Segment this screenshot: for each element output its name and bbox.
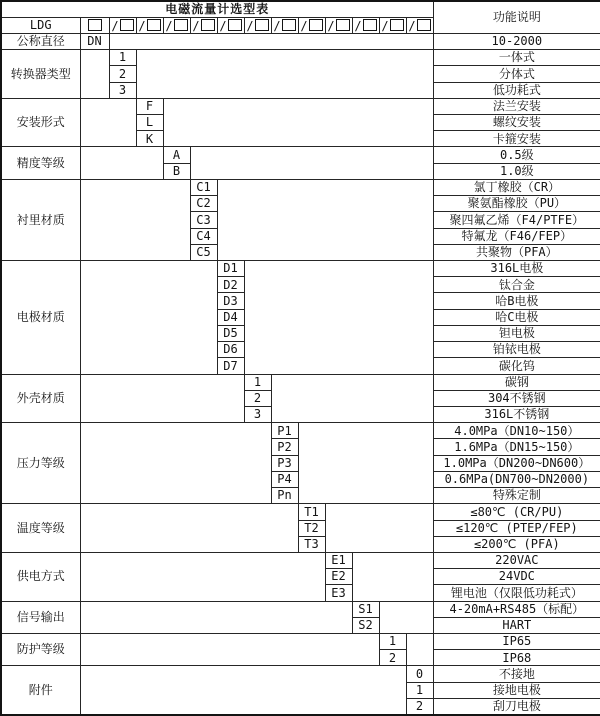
code-cell: D2 [217, 277, 244, 293]
description-cell: 4.0MPa（DN10~150） [433, 423, 600, 439]
slash-separator: / [408, 18, 416, 33]
description-cell: ≤80℃ (CR/PU) [433, 504, 600, 520]
code-cell: C4 [190, 228, 217, 244]
description-cell: 特殊定制 [433, 488, 600, 504]
code-slot [190, 17, 217, 33]
description-cell: 316L电极 [433, 261, 600, 277]
code-slot [298, 17, 325, 33]
code-cell: 1 [379, 634, 406, 650]
code-cell: F [136, 98, 163, 114]
function-header: 功能说明 [433, 1, 600, 33]
code-cell: 1 [244, 374, 271, 390]
code-cell: E1 [325, 552, 352, 568]
spacer-left [80, 423, 271, 504]
checkbox-slot-icon [228, 19, 242, 31]
description-cell: 聚四氟乙烯（F4/PTFE） [433, 212, 600, 228]
code-cell: P1 [271, 423, 298, 439]
checkbox-slot-icon [309, 19, 323, 31]
description-cell: 钽电极 [433, 325, 600, 341]
spacer-left [80, 374, 244, 423]
slash-separator: / [246, 18, 254, 33]
category-label: 压力等级 [1, 423, 80, 504]
description-cell: 刮刀电极 [433, 698, 600, 715]
description-cell: ≤120℃ (PTEP/FEP) [433, 520, 600, 536]
category-label: 转换器类型 [1, 50, 80, 99]
spacer-right [352, 552, 433, 601]
code-cell: D6 [217, 342, 244, 358]
code-cell: 2 [109, 66, 136, 82]
spacer-left [80, 552, 325, 601]
description-cell: 0.5级 [433, 147, 600, 163]
spacer-left [80, 504, 298, 553]
description-cell: 1.6MPa（DN15~150） [433, 439, 600, 455]
description-cell: 220VAC [433, 552, 600, 568]
code-cell: 1 [406, 682, 433, 698]
code-cell: 2 [406, 698, 433, 715]
code-cell: C1 [190, 179, 217, 195]
code-cell: S2 [352, 617, 379, 633]
checkbox-slot-icon [120, 19, 134, 31]
slash-separator: / [354, 18, 362, 33]
code-cell: E3 [325, 585, 352, 601]
code-cell: 1 [109, 50, 136, 66]
spacer-right [379, 601, 433, 633]
description-cell: 1.0MPa（DN200~DN600） [433, 455, 600, 471]
description-cell: 0.6MPa(DN700~DN2000) [433, 471, 600, 487]
code-cell: D5 [217, 325, 244, 341]
slash-separator: / [192, 18, 200, 33]
spacer-right [217, 179, 433, 260]
code-cell: P2 [271, 439, 298, 455]
spacer-left [80, 50, 109, 99]
code-cell: 0 [406, 666, 433, 682]
description-cell: 4-20mA+RS485（标配） [433, 601, 600, 617]
spacer-right [136, 50, 433, 99]
description-cell: 氯丁橡胶（CR） [433, 179, 600, 195]
code-cell: C5 [190, 244, 217, 260]
slash-separator: / [165, 18, 173, 33]
description-cell: 316L不锈钢 [433, 406, 600, 422]
code-cell: C2 [190, 196, 217, 212]
code-slot [352, 17, 379, 33]
slash-separator: / [219, 18, 227, 33]
spacer-left [80, 98, 136, 147]
code-cell: T2 [298, 520, 325, 536]
description-cell: 一体式 [433, 50, 600, 66]
description-cell: IP65 [433, 634, 600, 650]
description-cell: 不接地 [433, 666, 600, 682]
category-label: 电极材质 [1, 261, 80, 375]
spacer-right [190, 147, 433, 179]
description-cell: ≤200℃ (PFA) [433, 536, 600, 552]
code-cell: DN [80, 33, 109, 49]
description-cell: 接地电极 [433, 682, 600, 698]
checkbox-slot-icon [201, 19, 215, 31]
code-cell: E2 [325, 569, 352, 585]
code-cell: K [136, 131, 163, 147]
slash-separator: / [327, 18, 335, 33]
code-cell: 2 [379, 650, 406, 666]
code-slot [406, 17, 433, 33]
category-label: 精度等级 [1, 147, 80, 179]
category-label: 安装形式 [1, 98, 80, 147]
spacer-right [109, 33, 433, 49]
description-cell: 钛合金 [433, 277, 600, 293]
code-cell: 3 [109, 82, 136, 98]
slash-separator: / [300, 18, 308, 33]
spacer-right [271, 374, 433, 423]
category-label: 防护等级 [1, 634, 80, 666]
code-slot [217, 17, 244, 33]
spacer-left [80, 601, 352, 633]
description-cell: IP68 [433, 650, 600, 666]
category-label: 衬里材质 [1, 179, 80, 260]
description-cell: 特氟龙（F46/FEP） [433, 228, 600, 244]
spacer-left [80, 179, 190, 260]
code-cell: D1 [217, 261, 244, 277]
slash-separator: / [111, 18, 119, 33]
description-cell: 哈B电极 [433, 293, 600, 309]
description-cell: 聚氨酯橡胶（PU） [433, 196, 600, 212]
spacer-left [80, 634, 379, 666]
checkbox-slot-icon [174, 19, 188, 31]
spacer-left [80, 666, 406, 715]
checkbox-slot-icon [363, 19, 377, 31]
code-cell: D7 [217, 358, 244, 374]
category-label: 供电方式 [1, 552, 80, 601]
code-slot [271, 17, 298, 33]
spacer-right [163, 98, 433, 147]
code-cell: D4 [217, 309, 244, 325]
checkbox-slot-icon [417, 19, 431, 31]
description-cell: 10-2000 [433, 33, 600, 49]
code-cell: Pn [271, 488, 298, 504]
code-cell: 3 [244, 406, 271, 422]
code-slot [325, 17, 352, 33]
spacer-right [406, 634, 433, 666]
spacer-right [298, 423, 433, 504]
description-cell: 共聚物（PFA） [433, 244, 600, 260]
category-label: 外壳材质 [1, 374, 80, 423]
code-cell: L [136, 115, 163, 131]
code-cell: A [163, 147, 190, 163]
code-cell: 2 [244, 390, 271, 406]
code-cell: P3 [271, 455, 298, 471]
code-cell: C3 [190, 212, 217, 228]
code-cell: D3 [217, 293, 244, 309]
code-slot [379, 17, 406, 33]
description-cell: 碳化钨 [433, 358, 600, 374]
code-cell: S1 [352, 601, 379, 617]
description-cell: 分体式 [433, 66, 600, 82]
table-title: 电磁流量计选型表 [1, 1, 433, 17]
code-slot [80, 17, 109, 33]
code-slot [163, 17, 190, 33]
category-label: 公称直径 [1, 33, 80, 49]
description-cell: 螺纹安装 [433, 115, 600, 131]
code-slot [244, 17, 271, 33]
model-code: LDG [1, 17, 80, 33]
description-cell: 哈C电极 [433, 309, 600, 325]
description-cell: 低功耗式 [433, 82, 600, 98]
description-cell: 法兰安装 [433, 98, 600, 114]
spacer-right [325, 504, 433, 553]
description-cell: 碳钢 [433, 374, 600, 390]
code-slot [136, 17, 163, 33]
checkbox-slot-icon [255, 19, 269, 31]
slash-separator: / [273, 18, 281, 33]
checkbox-slot-icon [88, 19, 102, 31]
checkbox-slot-icon [147, 19, 161, 31]
code-cell: B [163, 163, 190, 179]
description-cell: 304不锈钢 [433, 390, 600, 406]
description-cell: HART [433, 617, 600, 633]
checkbox-slot-icon [390, 19, 404, 31]
checkbox-slot-icon [282, 19, 296, 31]
spacer-left [80, 261, 217, 375]
spacer-right [244, 261, 433, 375]
description-cell: 1.0级 [433, 163, 600, 179]
code-slot [109, 17, 136, 33]
description-cell: 卡箍安装 [433, 131, 600, 147]
category-label: 温度等级 [1, 504, 80, 553]
code-cell: T1 [298, 504, 325, 520]
code-cell: P4 [271, 471, 298, 487]
description-cell: 锂电池（仅限低功耗式） [433, 585, 600, 601]
description-cell: 铂铱电极 [433, 342, 600, 358]
category-label: 信号输出 [1, 601, 80, 633]
checkbox-slot-icon [336, 19, 350, 31]
spacer-left [80, 147, 163, 179]
slash-separator: / [381, 18, 389, 33]
code-cell: T3 [298, 536, 325, 552]
slash-separator: / [138, 18, 146, 33]
category-label: 附件 [1, 666, 80, 715]
description-cell: 24VDC [433, 569, 600, 585]
table-body [1, 1, 600, 715]
